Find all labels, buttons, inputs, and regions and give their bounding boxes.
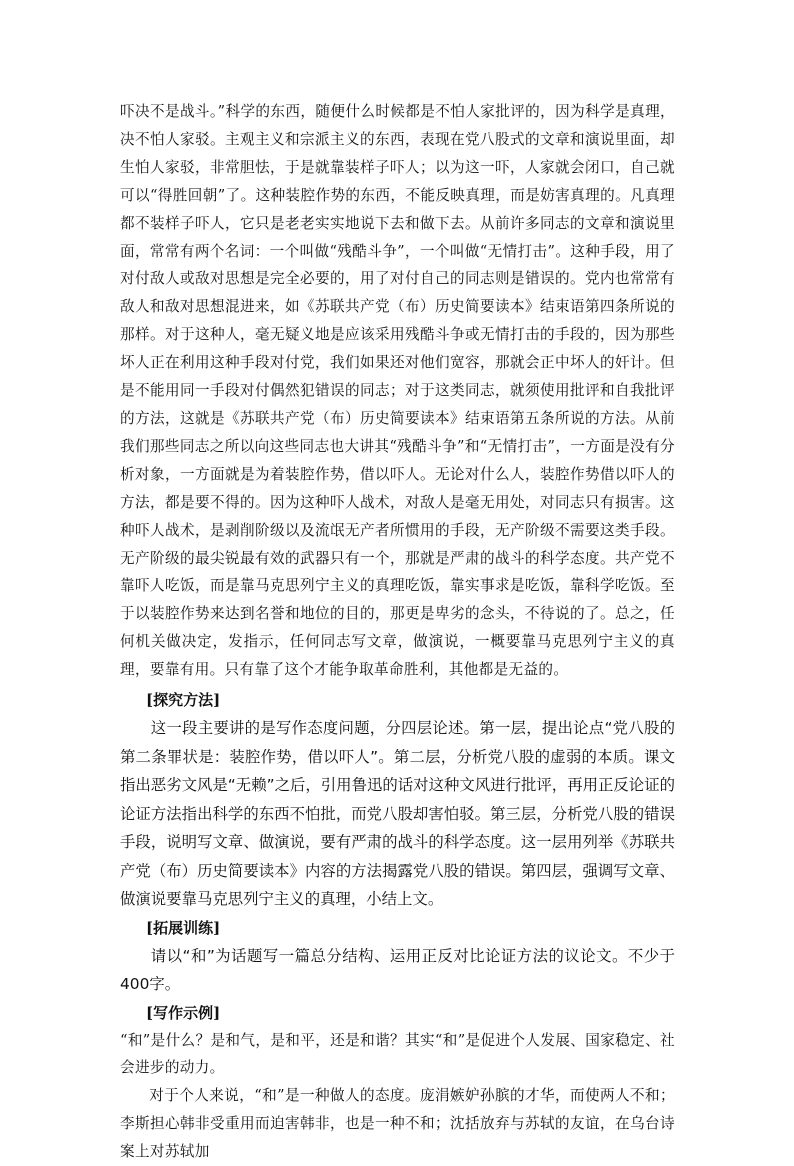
method-heading: [探究方法] [146,691,221,710]
example-heading: [写作示例] [146,1003,221,1022]
excerpt-paragraph: 吓决不是战斗。”科学的东西，随便什么时候都是不怕人家批评的，因为科学是真理，决不怕人家驳。主观主义和宗派主义的东西，表现在党八股式的文章和演说里面，却生怕人家驳，非常胆怯，于是就靠装样子吓人；以为这一吓，人家就会闭口，自己就可以“得胜回朝”了。这种装腔作势的东西，不能反映真理，而是妨害真理的。凡真理都不装样子吓人，它只是老老实实地说下去和做下去。从前许多同志的文章和演说里面，常常有两个名词：一个叫做“残酷斗争”，一个叫做“无情打击”。这种手段，用了对付敌人或敌对思想是完全必要的，用了对付自己的同志则是错误的。党内也常常有敌人和敌对思想混进来，如《苏联共产党（布）历史简要读本》结束语第四条所说的那样。对于这种人，毫无疑义地是应该采用残酷斗争或无情打击的手段的，因为那些坏人正在利用这种手段对付党，我们如果还对他们宽容，那就会正中坏人的奸计。但是不能用同一手段对付偶然犯错误的同志；对于这类同志，就须使用批评和自我批评的方法，这就是《苏联共产党（布）历史简要读本》结束语第五条所说的方法。从前我们那些同志之所以向这些同志也大讲其“残酷斗争”和“无情打击”，一方面是没有分析对象，一方面就是为着装腔作势，借以吓人。无论对什么人，装腔作势借以吓人的方法，都是要不得的。因为这种吓人战术，对敌人是毫无用处，对同志只有损害。这种吓人战术，是剥削阶级以及流氓无产者所惯用的手段，无产阶级不需要这类手段。无产阶级的最尖锐最有效的武器只有一个，那就是严肃的战斗的科学态度。共产党不靠吓人吃饭，而是靠马克思列宁主义的真理吃饭，靠实事求是吃饭，靠科学吃饭。至于以装腔作势来达到名誉和地位的目的，那更是卑劣的念头，不待说的了。总之，任何机关做决定，发指示，任何同志写文章，做演说，一概要靠马克思列宁主义的真理，要靠有用。只有靠了这个才能争取革命胜利，其他都是无益的。 [120,103,675,679]
practice-paragraph: 请以“和”为话题写一篇总分结构、运用正反对比论证方法的议论文。不少于400字。 [120,946,675,994]
example-paragraph-2: 对于个人来说，“和”是一种做人的态度。庞涓嫉妒孙膑的才华，而使两人不和；李斯担心韩非受重用而迫害韩非，也是一种不和；沈括放弃与苏轼的友谊，在乌台诗案上对苏轼加 [120,1087,675,1161]
method-paragraph: 这一段主要讲的是写作态度问题，分四层论述。第一层，提出论点“党八股的第二条罪状是：装腔作势，借以吓人”。第二层，分析党八股的虚弱的本质。课文指出恶劣文风是“无赖”之后，引用鲁迅的话对这种文风进行批评，再用正反论证的论证方法指出科学的东西不怕批，而党八股却害怕驳。第三层，分析党八股的错误手段，说明写文章、做演说，要有严肃的战斗的科学态度。这一层用列举《苏联共产党（布）历史简要读本》内容的方法揭露党八股的错误。第四层，强调写文章、做演说要靠马克思列宁主义的真理，小结上文。 [120,719,675,909]
practice-heading: [拓展训练] [146,918,221,937]
example-paragraph-1: “和”是什么？是和气，是和平，还是和谐？其实“和”是促进个人发展、国家稳定、社会进步的动力。 [120,1031,675,1077]
document-page [120,98,675,1166]
